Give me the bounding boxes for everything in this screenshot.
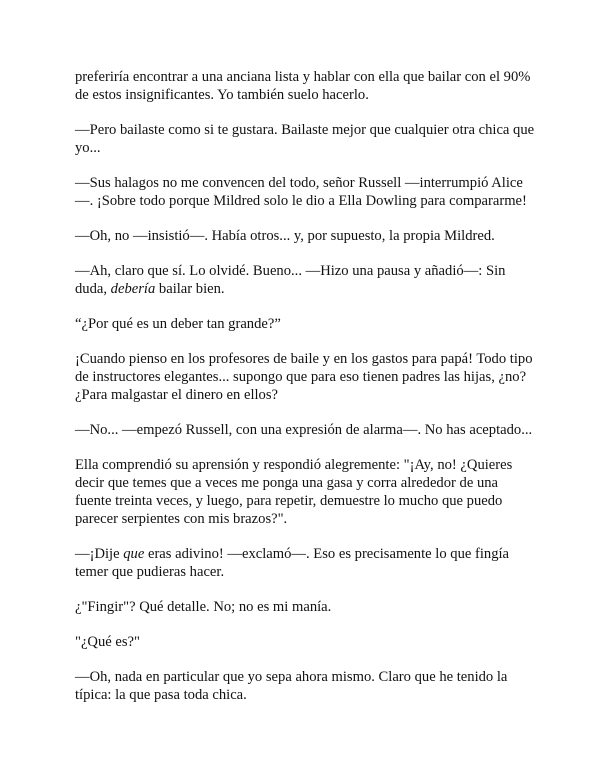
paragraph-text: —No... —empezó Russell, con una expresión de alarma—. No has aceptado... <box>75 422 533 438</box>
paragraph-text: ¡Cuando pienso en los profesores de baile y en los gastos para papá! Todo tipo de instructores elegantes... supongo que para eso tienen padres las hijas, ¿no? ¿Para malgastar el dinero en ellos? <box>75 351 533 403</box>
paragraph-7 <box>75 350 535 404</box>
paragraph-text: "¿Qué es?" <box>75 634 140 650</box>
body-text <box>75 68 535 721</box>
paragraph-text: —Sus halagos no me convencen del todo, señor Russell —interrumpió Alice—. ¡Sobre todo porque Mildred solo le dio a Ella Dowling para compararme! <box>75 175 527 209</box>
paragraph-4 <box>75 227 535 245</box>
paragraph-11 <box>75 598 535 616</box>
paragraph-text: bailar bien. <box>155 281 225 297</box>
paragraph-text: preferiría encontrar a una anciana lista y hablar con ella que bailar con el 90% de estos insignificantes. Yo también suelo hacerlo. <box>75 69 531 103</box>
paragraph-2 <box>75 121 535 157</box>
paragraph-text: —Oh, nada en particular que yo sepa ahora mismo. Claro que he tenido la típica: la que pasa toda chica. <box>75 669 508 703</box>
italic-emphasis: que <box>123 546 145 562</box>
paragraph-9 <box>75 456 535 528</box>
paragraph-3 <box>75 174 535 210</box>
italic-emphasis: debería <box>110 281 156 297</box>
paragraph-text: —Oh, no —insistió—. Había otros... y, por supuesto, la propia Mildred. <box>75 228 495 244</box>
paragraph-6 <box>75 315 535 333</box>
paragraph-text: “¿Por qué es un deber tan grande?” <box>75 316 281 332</box>
paragraph-text: —¡Dije <box>75 546 124 562</box>
paragraph-12 <box>75 633 535 651</box>
paragraph-5 <box>75 262 535 298</box>
paragraph-text: —Ah, claro que sí. Lo olvidé. Bueno... —Hizo una pausa y añadió—: Sin duda, <box>75 263 506 297</box>
paragraph-1 <box>75 68 535 104</box>
paragraph-10 <box>75 545 535 581</box>
paragraph-text: ¿"Fingir"? Qué detalle. No; no es mi manía. <box>75 599 332 615</box>
paragraph-13 <box>75 668 535 704</box>
paragraph-8 <box>75 421 535 439</box>
paragraph-text: Ella comprendió su aprensión y respondió alegremente: "¡Ay, no! ¿Quieres decir que temes que a veces me ponga una gasa y corra alrededor de una fuente treinta veces, y luego, para repetir, demuestre lo mucho que puedo parecer serpientes con mis brazos?". <box>75 457 513 527</box>
paragraph-text: eras adivino! —exclamó—. Eso es precisamente lo que fingía temer que pudieras hacer. <box>75 546 510 580</box>
paragraph-text: —Pero bailaste como si te gustara. Bailaste mejor que cualquier otra chica que yo... <box>75 122 535 156</box>
